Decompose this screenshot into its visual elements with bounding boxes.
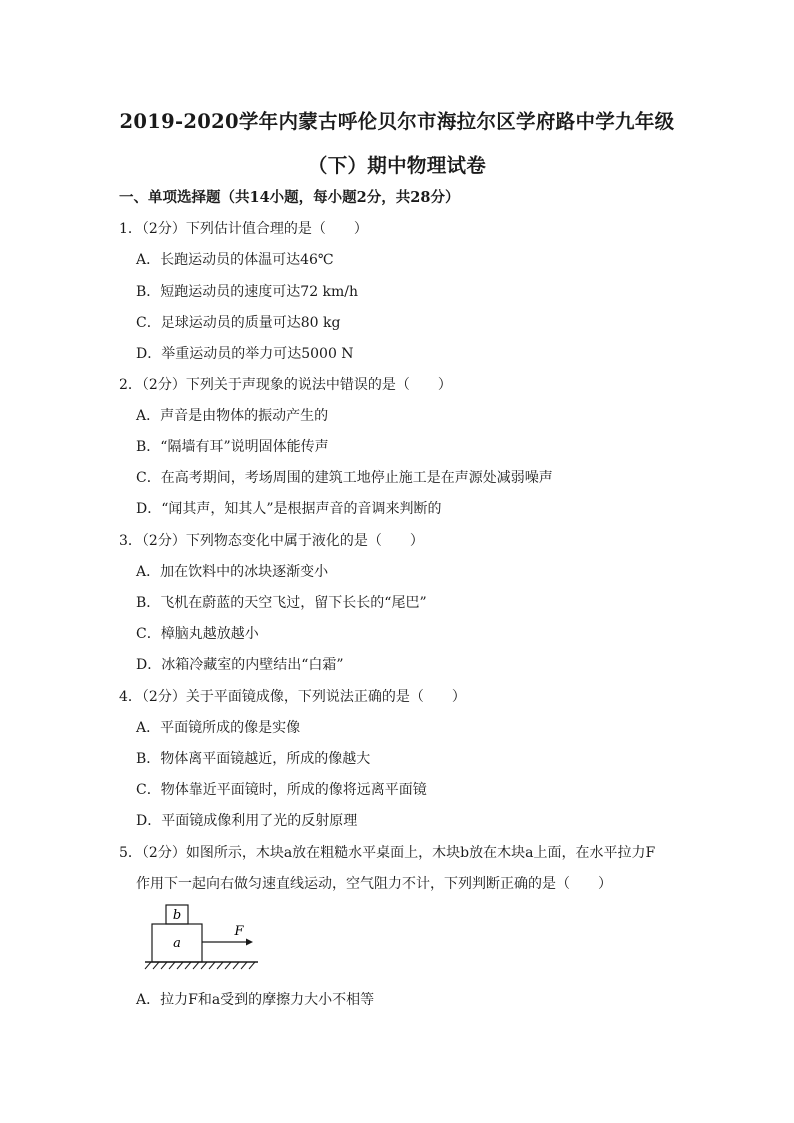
force-arrow-head <box>246 939 253 946</box>
question-2-option-d: D．“闻其声，知其人”是根据声音的音调来判断的 <box>136 501 442 517</box>
question-1-stem: 1．（2分）下列估计值合理的是（ ） <box>119 221 368 237</box>
question-1-option-c: C．足球运动员的质量可达80 kg <box>136 315 341 331</box>
question-4-option-b: B．物体离平面镜越近，所成的像越大 <box>136 751 371 767</box>
question-3-option-d: D．冰箱冷藏室的内壁结出“白霜” <box>136 657 344 673</box>
question-5-stem-line-2: 作用下一起向右做匀速直线运动，空气阻力不计，下列判断正确的是（ ） <box>136 876 612 892</box>
page-title-line-1: 2019-2020学年内蒙古呼伦贝尔市海拉尔区学府路中学九年级 <box>119 110 675 133</box>
force-f-label: F <box>234 924 244 939</box>
question-4-option-c: C．物体靠近平面镜时，所成的像将远离平面镜 <box>136 782 427 798</box>
block-a-label: a <box>173 936 181 951</box>
question-2-option-c: C．在高考期间，考场周围的建筑工地停止施工是在声源处减弱噪声 <box>136 470 553 486</box>
page-title-line-2: （下）期中物理试卷 <box>307 154 487 177</box>
question-1-option-d: D．举重运动员的举力可达5000 N <box>136 346 354 362</box>
section-heading: 一、单项选择题（共14小题，每小题2分，共28分） <box>119 189 460 206</box>
ground-hatching <box>145 962 255 969</box>
blocks-force-diagram <box>142 902 267 974</box>
question-2-option-a: A．声音是由物体的振动产生的 <box>136 408 329 424</box>
question-3-option-c: C．樟脑丸越放越小 <box>136 626 259 642</box>
question-3-stem: 3．（2分）下列物态变化中属于液化的是（ ） <box>119 533 424 549</box>
question-3-option-a: A．加在饮料中的冰块逐渐变小 <box>136 564 329 580</box>
question-4-option-d: D．平面镜成像利用了光的反射原理 <box>136 813 358 829</box>
question-2-option-b: B．“隔墙有耳”说明固体能传声 <box>136 439 329 455</box>
question-5-stem: 5．（2分）如图所示，木块a放在粗糙水平桌面上，木块b放在木块a上面，在水平拉力F <box>119 845 656 861</box>
question-1-option-b: B．短跑运动员的速度可达72 km/h <box>136 284 359 300</box>
question-5-option-a: A．拉力F和a受到的摩擦力大小不相等 <box>136 992 375 1008</box>
question-3-option-b: B．飞机在蔚蓝的天空飞过，留下长长的“尾巴” <box>136 595 427 611</box>
question-4-stem: 4．（2分）关于平面镜成像，下列说法正确的是（ ） <box>119 689 466 705</box>
question-2-stem: 2．（2分）下列关于声现象的说法中错误的是（ ） <box>119 377 452 393</box>
block-b-label: b <box>172 908 182 923</box>
question-4-option-a: A．平面镜所成的像是实像 <box>136 720 301 736</box>
question-1-option-a: A．长跑运动员的体温可达46℃ <box>136 252 334 268</box>
